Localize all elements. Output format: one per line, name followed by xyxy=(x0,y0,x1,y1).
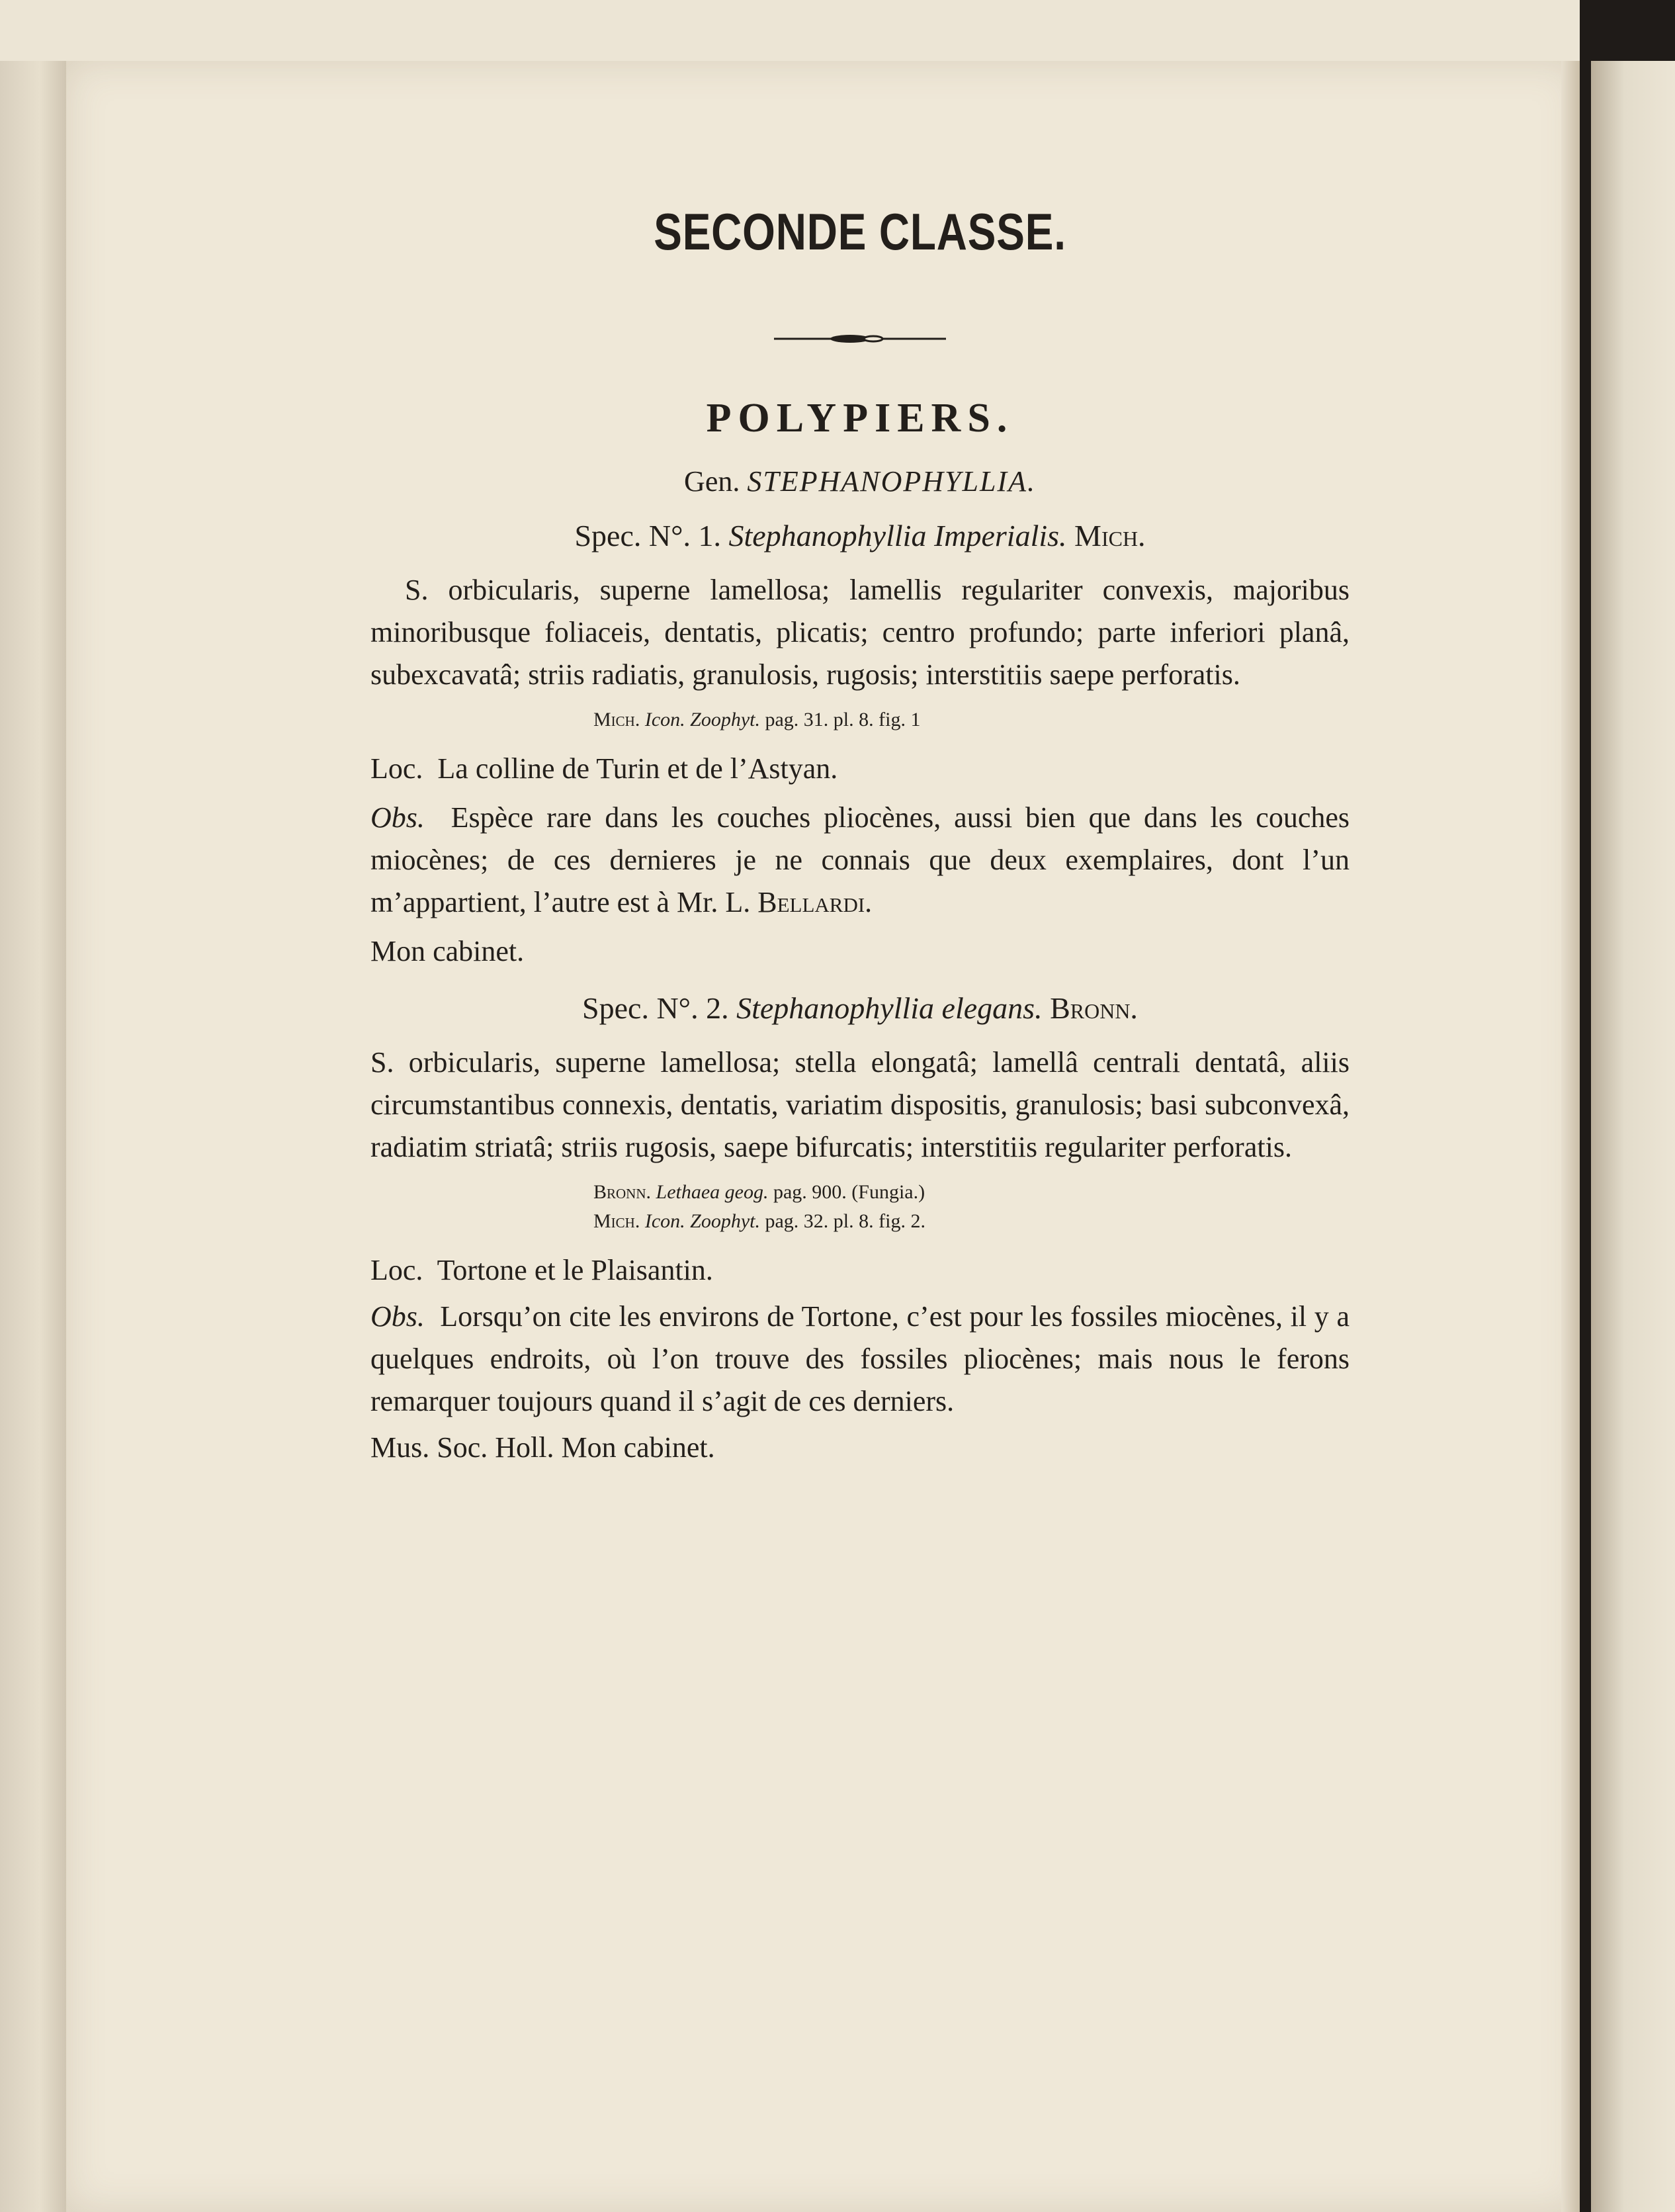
genus-name: STEPHANOPHYLLIA. xyxy=(747,465,1036,498)
reference-block xyxy=(593,705,1350,734)
section-title: POLYPIERS. xyxy=(706,396,1014,441)
species-description: S. orbicularis, superne lamellosa; lamellis regulariter convexis, majoribus minoribusque foliaceis, dentatis, plicatis; centro profundo; parte inferiori planâ, subexcavatâ; striis radiatis, granulosis, rugosis; interstitiis saepe perforatis. xyxy=(370,574,1350,691)
locality-line xyxy=(370,748,1350,790)
observation-paragraph xyxy=(370,797,1350,924)
top-page-margin xyxy=(0,0,1580,61)
reference-work: Icon. Zoophyt. xyxy=(644,709,760,730)
observation-person: Bellardi. xyxy=(757,886,873,918)
species-name: Stephanophyllia elegans. xyxy=(736,991,1043,1025)
reference-block xyxy=(593,1178,1350,1236)
ornament-rule xyxy=(370,331,1350,347)
observation-paragraph xyxy=(370,1296,1350,1423)
reference-detail: pag. 31. pl. 8. fig. 1 xyxy=(765,709,921,730)
species-name: Stephanophyllia Imperialis. xyxy=(728,519,1067,553)
left-page-margin xyxy=(0,0,66,2212)
observation-text: Espèce rare dans les couches pliocènes, aussi bien que dans les couches miocènes; de ces dernieres je ne connais que deux exemplaires, dont l’un m’appartient, l’autre est à Mr. L. xyxy=(370,801,1350,918)
observation-label: Obs. xyxy=(370,1300,425,1333)
genus-line xyxy=(370,461,1350,503)
species-description: S. orbicularis, superne lamellosa; stella elongatâ; lamellâ centrali dentatâ, aliis circumstantibus connexis, dentatis, variatim dispositis, granulosis; basi subconvexâ, radiatim striatâ; striis rugosis, saepe bifurcatis; interstitiis regulariter perforatis. xyxy=(370,1046,1350,1163)
reference-work: Lethaea geog. xyxy=(656,1181,769,1203)
reference-detail: pag. 900. (Fungia.) xyxy=(773,1181,925,1203)
locality-label: Loc. xyxy=(370,1254,423,1286)
collection-line: Mon cabinet. xyxy=(370,935,525,967)
collection-line: Mus. Soc. Holl. Mon cabinet. xyxy=(370,1431,715,1464)
reference-author: Bronn. xyxy=(593,1181,652,1203)
species-author: Mich. xyxy=(1074,519,1146,553)
page-heading: SECONDE CLASSE. xyxy=(654,202,1066,261)
species-author: Bronn. xyxy=(1050,991,1138,1025)
locality-line xyxy=(370,1249,1350,1292)
reference-author: Mich. xyxy=(593,1210,640,1232)
next-page-edge xyxy=(1591,61,1675,2212)
locality-label: Loc. xyxy=(370,752,423,785)
species-heading xyxy=(370,515,1350,557)
reference-line xyxy=(593,1178,1350,1207)
species-label: Spec. N°. 2. xyxy=(582,991,729,1025)
genus-prefix: Gen. xyxy=(684,465,740,498)
locality-text: La colline de Turin et de l’Astyan. xyxy=(437,752,838,785)
observation-text: Lorsqu’on cite les environs de Tortone, c’est pour les fossiles miocènes, il y a quelques endroits, où l’on trouve des fossiles pliocènes; mais nous le ferons remarquer toujours quand il s’agit de ces derniers. xyxy=(370,1300,1350,1417)
ornament-divider-icon xyxy=(774,331,946,347)
species-label: Spec. N°. 1. xyxy=(574,519,721,553)
reference-line xyxy=(593,1207,1350,1236)
page-content xyxy=(370,199,1350,1469)
reference-detail: pag. 32. pl. 8. fig. 2. xyxy=(765,1210,925,1232)
reference-line xyxy=(593,705,1350,734)
observation-label: Obs. xyxy=(370,801,425,834)
reference-author: Mich. xyxy=(593,709,640,730)
reference-work: Icon. Zoophyt. xyxy=(644,1210,760,1232)
species-heading xyxy=(370,987,1350,1030)
locality-text: Tortone et le Plaisantin. xyxy=(437,1254,713,1286)
